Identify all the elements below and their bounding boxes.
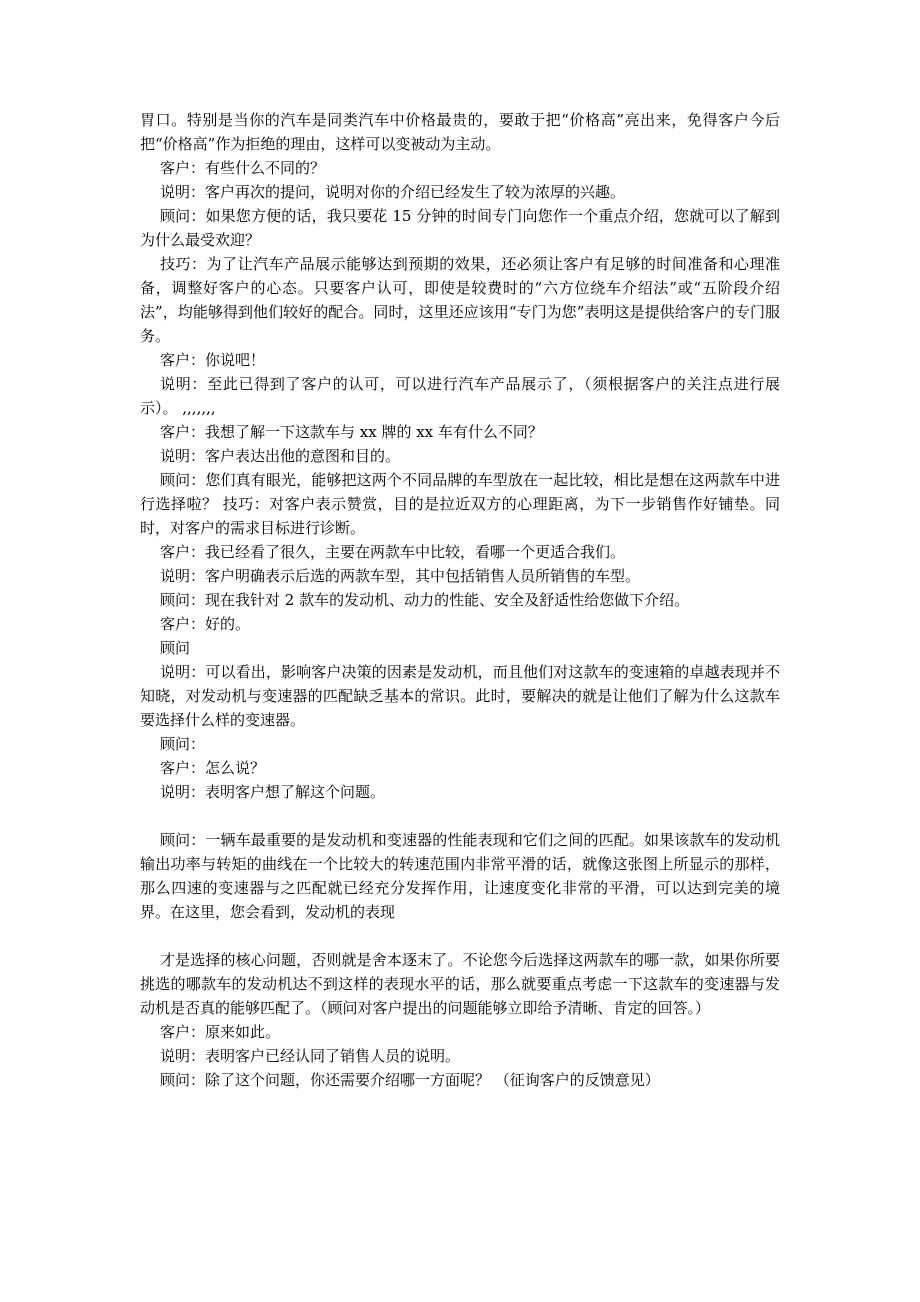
paragraph: 顾问：一辆车最重要的是发动机和变速器的性能表现和它们之间的匹配。如果该款车的发动机输出功率与转矩的曲线在一个比较大的转速范围内非常平滑的话，就像这张图上所显示的那样，那么四速的变速器与之匹配就已经充分发挥作用，让速度变化非常的平滑，可以达到完美的境界。在这里，您会看到，发动机的表现 — [140, 831, 780, 921]
paragraph: 客户：我已经看了很久，主要在两款车中比较，看哪一个更适合我们。 — [160, 543, 626, 561]
document-page — [140, 108, 780, 1092]
paragraph: 顾问：现在我针对 2 款车的发动机、动力的性能、安全及舒适性给您做下介绍。 — [160, 591, 690, 609]
blank-line — [140, 804, 780, 828]
paragraph: 顾问：您们真有眼光，能够把这两个不同品牌的车型放在一起比较，相比是想在这两款车中进行选择啦？ 技巧：对客户表示赞赏，目的是拉近双方的心理距离，为下一步销售作好铺垫。同时，对客户的需求目标进行诊断。 — [140, 471, 780, 537]
paragraph: 顾问：如果您方便的话，我只要花 15 分钟的时间专门向您作一个重点介绍，您就可以了解到为什么最受欢迎？ — [140, 207, 780, 249]
paragraph: 客户：我想了解一下这款车与 xx 牌的 xx 车有什么不同？ — [160, 423, 543, 441]
paragraph: 说明：表明客户已经认同了销售人员的说明。 — [160, 1047, 461, 1065]
paragraph: 说明：客户表达出他的意图和目的。 — [160, 447, 401, 465]
paragraph: 客户：怎么说？ — [160, 759, 266, 777]
paragraph: 胃口。特别是当你的汽车是同类汽车中价格最贵的，要敢于把“价格高”亮出来，免得客户今后把“价格高”作为拒绝的理由，这样可以变被动为主动。 — [140, 111, 780, 153]
paragraph: 客户：好的。 — [160, 615, 251, 633]
paragraph: 客户：你说吧！ — [160, 351, 266, 369]
paragraph: 顾问 — [160, 639, 191, 657]
paragraph: 说明：客户明确表示后选的两款车型，其中包括销售人员所销售的车型。 — [160, 567, 641, 585]
paragraph: 才是选择的核心问题，否则就是舍本逐末了。不论您今后选择这两款车的哪一款，如果你所要挑选的哪款车的发动机达不到这样的表现水平的话，那么就要重点考虑一下这款车的变速器与发动机是否真的能够匹配了。（顾问对客户提出的问题能够立即给予清晰、肯定的回答。） — [140, 951, 780, 1017]
paragraph: 客户：有些什么不同的？ — [160, 159, 326, 177]
paragraph: 顾问：除了这个问题，你还需要介绍哪一方面呢？ （征询客户的反馈意见） — [160, 1071, 660, 1089]
paragraph: 技巧：为了让汽车产品展示能够达到预期的效果，还必须让客户有足够的时间准备和心理准备，调整好客户的心态。只要客户认可，即使是较费时的“六方位绕车介绍法”或“五阶段介绍法”，均能够得到他们较好的配合。同时，这里还应该用“专门为您”表明这是提供给客户的专门服务。 — [140, 255, 780, 345]
paragraph: 说明：客户再次的提问，说明对你的介绍已经发生了较为浓厚的兴趣。 — [160, 183, 626, 201]
paragraph: 顾问： — [160, 735, 206, 753]
paragraph: 说明：可以看出，影响客户决策的因素是发动机，而且他们对这款车的变速箱的卓越表现并不知晓，对发动机与变速器的匹配缺乏基本的常识。此时，要解决的就是让他们了解为什么这款车要选择什么样的变速器。 — [140, 663, 780, 729]
paragraph: 说明：表明客户想了解这个问题。 — [160, 783, 386, 801]
paragraph: 客户：原来如此。 — [160, 1023, 281, 1041]
blank-line — [140, 924, 780, 948]
paragraph: 说明：至此已得到了客户的认可，可以进行汽车产品展示了，（须根据客户的关注点进行展示）。 ,,,,,,, — [140, 375, 780, 417]
